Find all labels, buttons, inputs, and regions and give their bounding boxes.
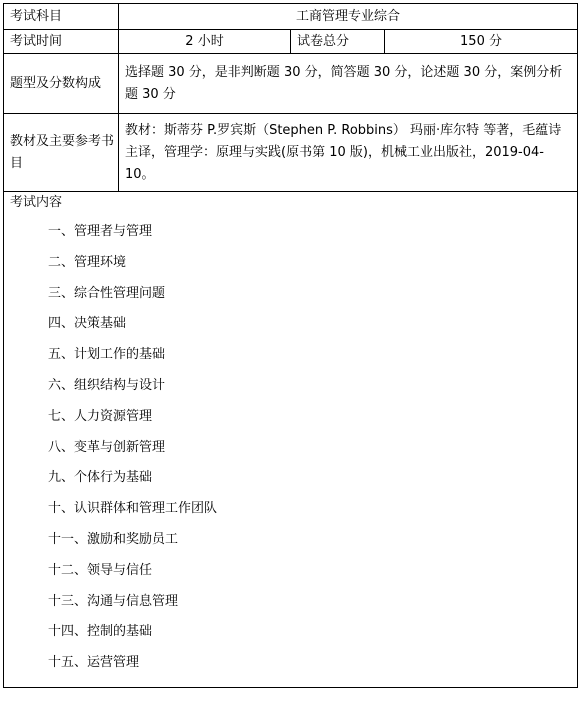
textbooks-label: 教材及主要参考书目 [4,114,119,192]
exam-content-row [4,192,578,688]
topic-item: 四、决策基础 [48,316,127,332]
textbooks-value: 教材：斯蒂芬 P.罗宾斯（Stephen P. Robbins） 玛丽·库尔特 等著，毛蕴诗 主译，管理学：原理与实践(原书第 10 版)，机械工业出版社，2019-04-10。 [119,114,578,192]
time-value: 2 小时 [119,30,291,54]
topic-list [4,217,577,679]
time-row [4,30,578,54]
topic-item: 六、组织结构与设计 [48,377,166,393]
question-types-label: 题型及分数构成 [4,54,119,114]
question-types-value: 选择题 30 分，是非判断题 30 分，简答题 30 分，论述题 30 分，案例分析题 30 分 [119,54,578,114]
total-score-label: 试卷总分 [291,30,385,54]
exam-content-cell [4,192,578,688]
topic-item: 八、变革与创新管理 [48,439,166,455]
topic-item: 十、认识群体和管理工作团队 [48,501,218,517]
topic-item: 七、人力资源管理 [48,408,153,424]
topic-item: 十三、沟通与信息管理 [48,593,179,609]
topic-item: 五、计划工作的基础 [48,347,166,363]
subject-label: 考试科目 [4,4,119,30]
subject-value: 工商管理专业综合 [119,4,578,30]
subject-row [4,4,578,30]
textbooks-row [4,114,578,192]
exam-content-title: 考试内容 [10,195,63,210]
topic-item: 十四、控制的基础 [48,624,153,640]
topic-item: 九、个体行为基础 [48,470,153,486]
topic-item: 三、综合性管理问题 [48,285,166,301]
total-score-value: 150 分 [385,30,578,54]
time-label: 考试时间 [4,30,119,54]
topic-item: 二、管理环境 [48,254,127,270]
topic-item: 十一、激励和奖励员工 [48,531,179,547]
topic-item: 十二、领导与信任 [48,562,153,578]
topic-item: 十五、运营管理 [48,655,140,671]
exam-info-table [3,3,578,688]
question-types-row [4,54,578,114]
topic-item: 一、管理者与管理 [48,224,153,239]
